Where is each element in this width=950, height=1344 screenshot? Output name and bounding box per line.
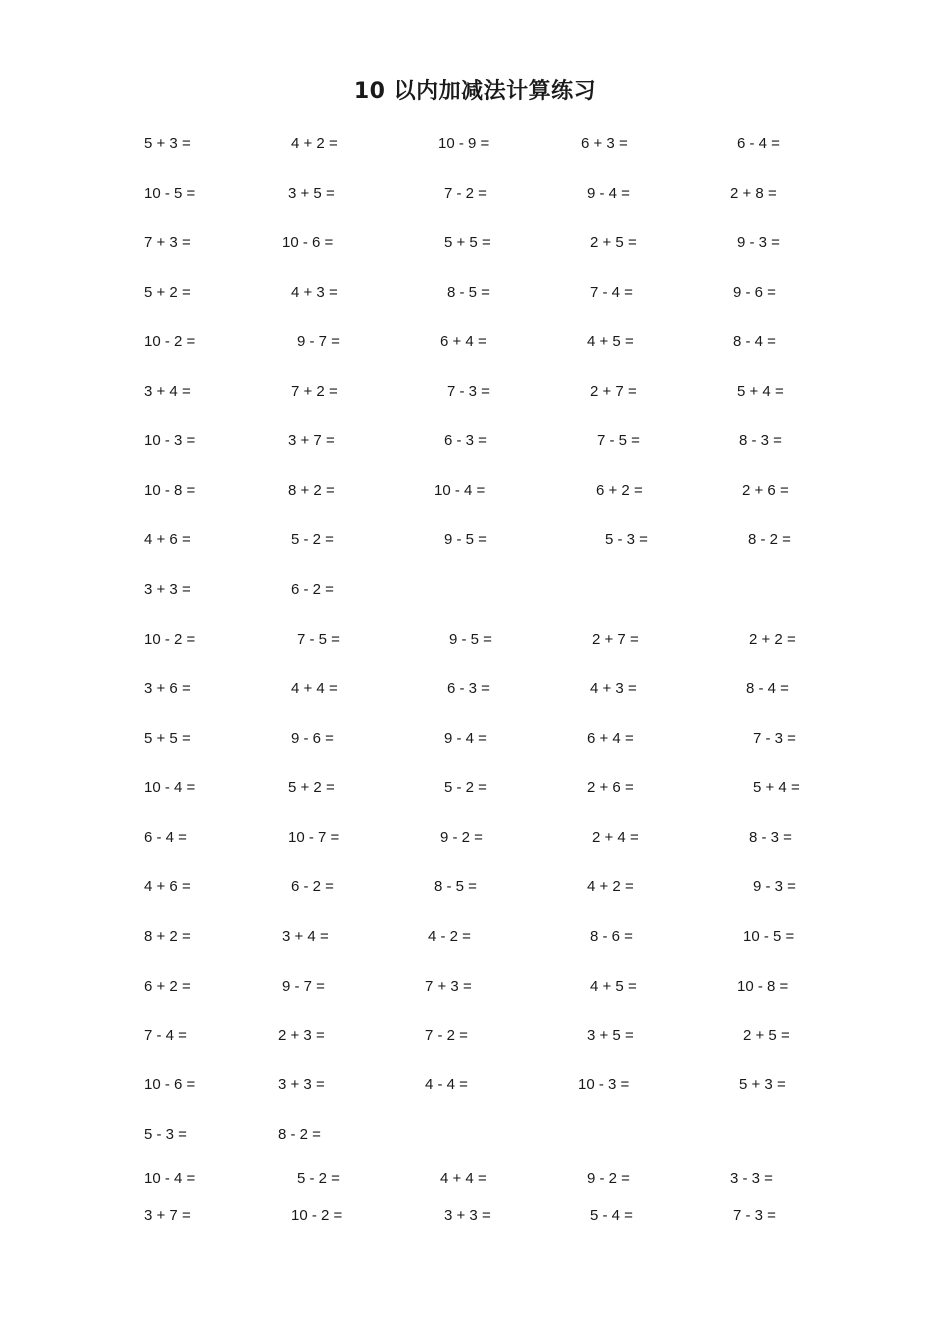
math-problem: 10 - 7 = [288,829,340,846]
math-problem: 6 - 2 = [291,581,334,598]
math-problem: 6 - 4 = [737,135,780,152]
math-problem: 10 - 4 = [144,1170,196,1187]
math-problem: 3 + 4 = [144,383,191,400]
math-problem: 5 + 2 = [144,284,191,301]
problem-row [0,776,950,800]
math-problem: 2 + 6 = [742,482,789,499]
math-problem: 6 + 3 = [581,135,628,152]
math-problem: 9 - 7 = [297,333,340,350]
math-problem: 2 + 8 = [730,185,777,202]
math-problem: 7 - 4 = [144,1027,187,1044]
math-problem: 8 - 5 = [434,878,477,895]
math-problem: 8 - 5 = [447,284,490,301]
math-problem: 9 - 4 = [587,185,630,202]
math-problem: 4 + 6 = [144,878,191,895]
math-problem: 4 + 3 = [291,284,338,301]
math-problem: 4 + 5 = [587,333,634,350]
problem-row [0,1123,950,1147]
math-problem: 8 - 3 = [739,432,782,449]
problem-row [0,727,950,751]
math-problem: 5 - 2 = [297,1170,340,1187]
math-problem: 5 + 4 = [737,383,784,400]
math-problem: 10 - 8 = [144,482,196,499]
problem-row [0,1204,950,1228]
math-problem: 9 - 7 = [282,978,325,995]
math-problem: 10 - 2 = [144,631,196,648]
math-problem: 5 - 2 = [291,531,334,548]
math-problem: 2 + 7 = [592,631,639,648]
math-problem: 7 - 5 = [297,631,340,648]
math-problem: 2 + 4 = [592,829,639,846]
problem-row [0,578,950,602]
math-problem: 3 + 5 = [288,185,335,202]
math-problem: 4 + 3 = [590,680,637,697]
math-problem: 9 - 3 = [753,878,796,895]
math-problem: 9 - 3 = [737,234,780,251]
problem-row [0,380,950,404]
math-problem: 10 - 2 = [291,1207,343,1224]
problem-row [0,826,950,850]
math-problem: 3 + 7 = [144,1207,191,1224]
math-problem: 4 + 5 = [590,978,637,995]
math-problem: 10 - 2 = [144,333,196,350]
problem-row [0,875,950,899]
math-problem: 3 + 5 = [587,1027,634,1044]
math-problem: 4 + 2 = [587,878,634,895]
math-problem: 5 - 4 = [590,1207,633,1224]
math-problem: 7 - 2 = [444,185,487,202]
math-problem: 6 + 2 = [596,482,643,499]
math-problem: 3 - 3 = [730,1170,773,1187]
math-problem: 5 + 3 = [144,135,191,152]
math-problem: 9 - 2 = [587,1170,630,1187]
math-problem: 5 - 3 = [605,531,648,548]
problem-row [0,132,950,156]
problem-row [0,677,950,701]
math-problem: 3 + 3 = [444,1207,491,1224]
math-problem: 7 - 2 = [425,1027,468,1044]
math-problem: 7 - 5 = [597,432,640,449]
math-problem: 5 - 2 = [444,779,487,796]
math-problem: 5 - 3 = [144,1126,187,1143]
math-problem: 7 - 3 = [753,730,796,747]
math-problem: 2 + 6 = [587,779,634,796]
math-problem: 6 + 4 = [440,333,487,350]
math-problem: 2 + 5 = [590,234,637,251]
math-problem: 5 + 5 = [444,234,491,251]
math-problem: 6 + 4 = [587,730,634,747]
math-problem: 4 - 2 = [428,928,471,945]
math-problem: 4 + 6 = [144,531,191,548]
math-problem: 10 - 8 = [737,978,789,995]
math-problem: 6 + 2 = [144,978,191,995]
math-problem: 2 + 3 = [278,1027,325,1044]
math-problem: 8 - 3 = [749,829,792,846]
math-problem: 7 + 3 = [144,234,191,251]
math-problem: 10 - 6 = [282,234,334,251]
problem-row [0,231,950,255]
math-problem: 8 - 4 = [733,333,776,350]
math-problem: 9 - 4 = [444,730,487,747]
math-problem: 6 - 4 = [144,829,187,846]
math-problem: 8 + 2 = [288,482,335,499]
problem-row [0,330,950,354]
problem-row [0,479,950,503]
math-problem: 5 + 3 = [739,1076,786,1093]
math-problem: 9 - 6 = [291,730,334,747]
math-problem: 9 - 2 = [440,829,483,846]
problem-row [0,975,950,999]
math-problem: 4 + 4 = [291,680,338,697]
math-problem: 8 - 2 = [748,531,791,548]
problem-row [0,925,950,949]
math-problem: 4 + 2 = [291,135,338,152]
page-title: 10 以内加减法计算练习 [353,79,597,104]
math-problem: 10 - 4 = [434,482,486,499]
problem-row [0,1073,950,1097]
math-problem: 5 + 5 = [144,730,191,747]
problem-row [0,182,950,206]
math-problem: 2 + 5 = [743,1027,790,1044]
math-problem: 3 + 6 = [144,680,191,697]
math-problem: 10 - 6 = [144,1076,196,1093]
math-problem: 9 - 5 = [444,531,487,548]
math-problem: 6 - 3 = [444,432,487,449]
math-problem: 6 - 3 = [447,680,490,697]
problem-row [0,628,950,652]
problem-row [0,1167,950,1191]
math-problem: 6 - 2 = [291,878,334,895]
math-problem: 7 - 4 = [590,284,633,301]
math-problem: 7 + 3 = [425,978,472,995]
math-problem: 10 - 3 = [144,432,196,449]
math-problem: 7 - 3 = [447,383,490,400]
math-problem: 7 - 3 = [733,1207,776,1224]
math-problem: 4 + 4 = [440,1170,487,1187]
math-problem: 8 - 2 = [278,1126,321,1143]
math-problem: 4 - 4 = [425,1076,468,1093]
math-problem: 3 + 3 = [144,581,191,598]
math-problem: 10 - 4 = [144,779,196,796]
math-problem: 8 + 2 = [144,928,191,945]
math-problem: 9 - 5 = [449,631,492,648]
math-problem: 10 - 5 = [144,185,196,202]
math-problem: 10 - 9 = [438,135,490,152]
math-problem: 3 + 4 = [282,928,329,945]
math-problem: 3 + 7 = [288,432,335,449]
math-problem: 5 + 4 = [753,779,800,796]
math-problem: 5 + 2 = [288,779,335,796]
math-problem: 10 - 5 = [743,928,795,945]
math-problem: 9 - 6 = [733,284,776,301]
problem-row [0,429,950,453]
math-problem: 10 - 3 = [578,1076,630,1093]
math-problem: 8 - 4 = [746,680,789,697]
problem-row [0,1024,950,1048]
math-problem: 2 + 7 = [590,383,637,400]
problem-row [0,281,950,305]
math-problem: 8 - 6 = [590,928,633,945]
math-problem: 2 + 2 = [749,631,796,648]
math-problem: 3 + 3 = [278,1076,325,1093]
problem-row [0,528,950,552]
math-problem: 7 + 2 = [291,383,338,400]
